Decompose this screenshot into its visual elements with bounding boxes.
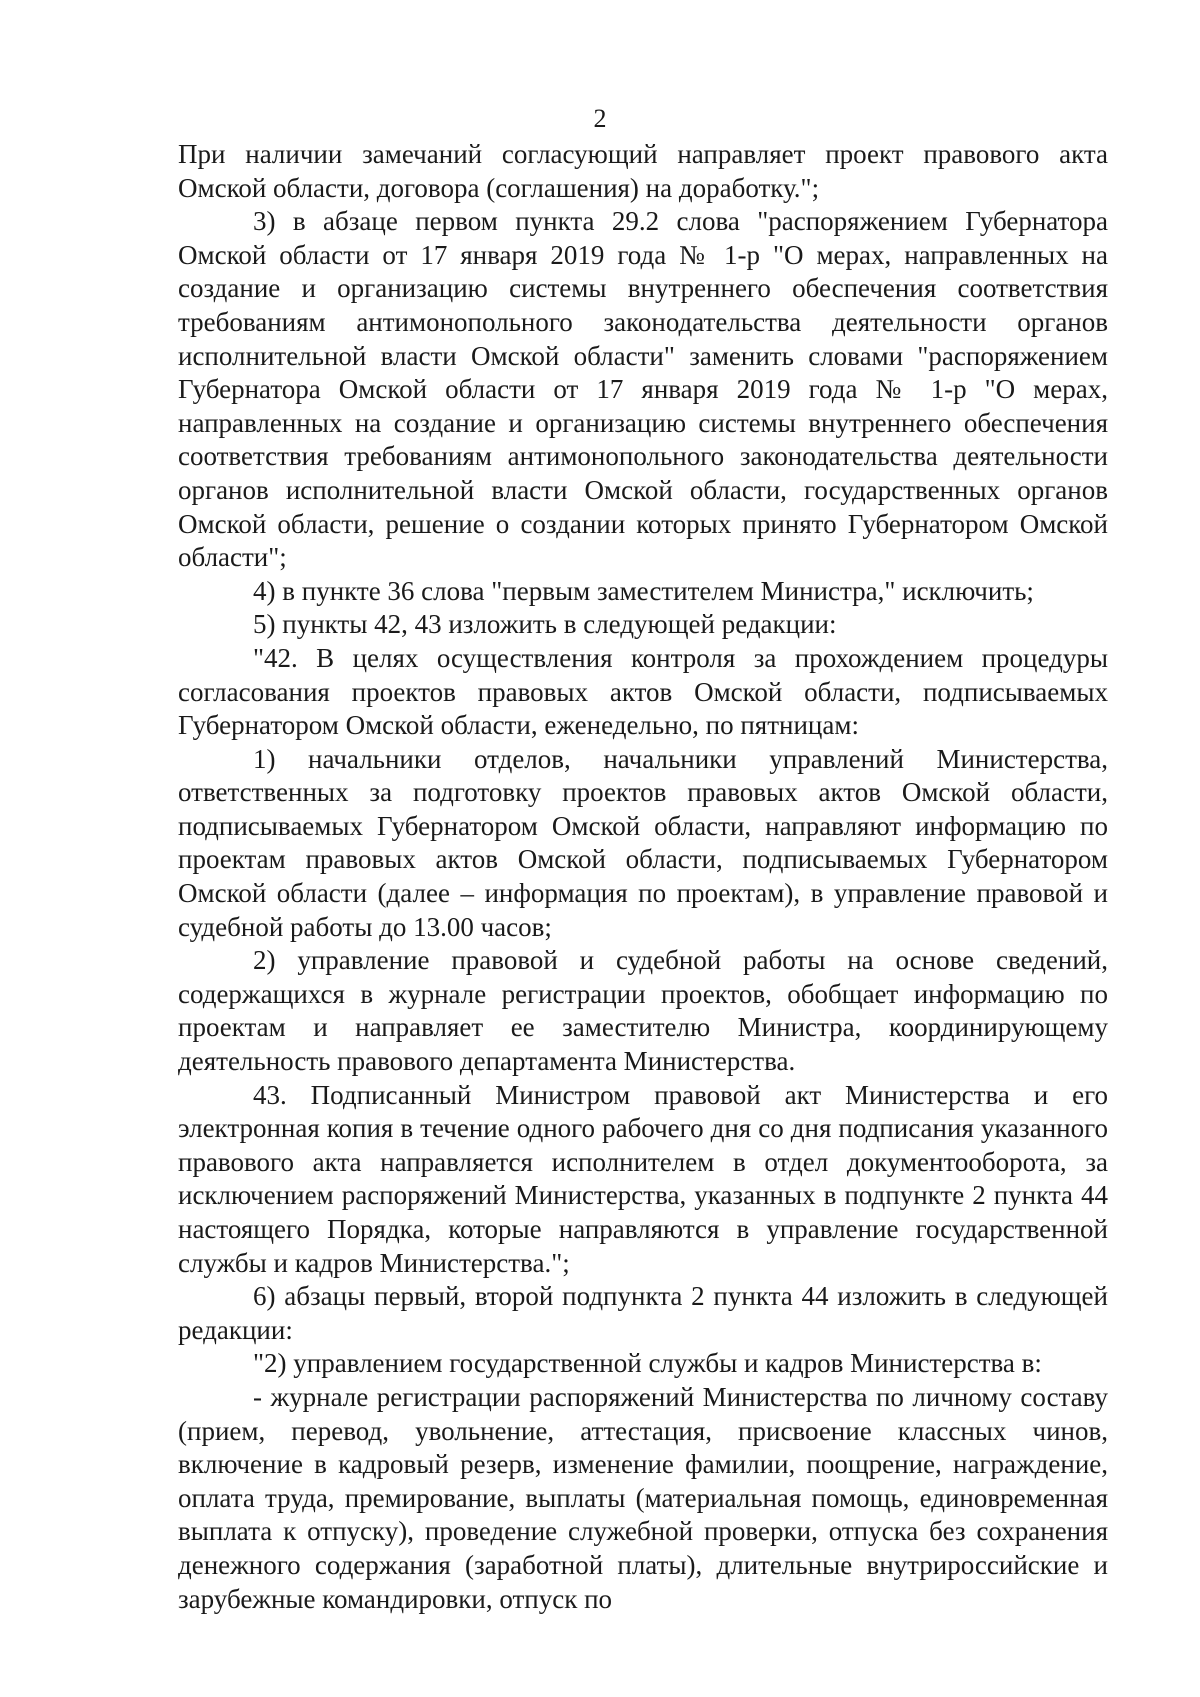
paragraph-item-6: 6) абзацы первый, второй подпункта 2 пункта 44 изложить в следующей редакции: <box>178 1281 1108 1345</box>
paragraph-continuation: При наличии замечаний согласующий направляет проект правового акта Омской области, договора (соглашения) на доработку."; <box>178 139 1108 203</box>
paragraph-clause-43: 43. Подписанный Министром правовой акт Министерства и его электронная копия в течение одного рабочего дня со дня подписания указанного правового акта направляется исполнителем в отдел документооборота, за исключением распоряжений Министерства, указанных в подпункте 2 пункта 44 настоящего Порядка, которые направляются в управление государственной службы и кадров Министерства."; <box>178 1079 1108 1278</box>
paragraph-item-4: 4) в пункте 36 слова "первым заместителем Министра," исключить; <box>253 575 1034 606</box>
paragraph-clause-42: "42. В целях осуществления контроля за прохождением процедуры согласования проектов правовых актов Омской области, подписываемых Губернатором Омской области, еженедельно, по пятницам: <box>178 642 1108 741</box>
paragraph-clause-42-sub-2: 2) управление правовой и судебной работы на основе сведений, содержащихся в журнале регистрации проектов, обобщает информацию по проектам и направляет ее заместителю Министра, координирующему деятельность правового департамента Министерства. <box>178 945 1108 1077</box>
document-body <box>178 138 1108 1616</box>
paragraph-personnel-journal: - журнале регистрации распоряжений Министерства по личному составу (прием, перевод, увольнение, аттестация, присвоение классных чинов, включение в кадровый резерв, изменение фамилии, поощрение, награждение, оплата труда, премирование, выплаты (материальная помощь, единовременная выплата к отпуску), проведение служебной проверки, отпуска без сохранения денежного содержания (заработной платы), длительные внутрироссийские и зарубежные командировки, отпуск по <box>178 1381 1108 1614</box>
paragraph-subclause-2: "2) управлением государственной службы и кадров Министерства в: <box>253 1348 1042 1379</box>
page-number: 2 <box>593 104 607 133</box>
paragraph-item-3: 3) в абзаце первом пункта 29.2 слова "распоряжением Губернатора Омской области от 17 января 2019 года № 1-р "О мерах, направленных на создание и организацию системы внутреннего обеспечения соответствия требованиям антимонопольного законодательства деятельности органов исполнительной власти Омской области" заменить словами "распоряжением Губернатора Омской области от 17 января 2019 года № 1-р "О мерах, направленных на создание и организацию системы внутреннего обеспечения соответствия требованиям антимонопольного законодательства деятельности органов исполнительной власти Омской области, государственных органов Омской области, решение о создании которых принято Губернатором Омской области"; <box>178 206 1108 573</box>
paragraph-item-5: 5) пункты 42, 43 изложить в следующей редакции: <box>253 609 837 640</box>
paragraph-clause-42-sub-1: 1) начальники отделов, начальники управлений Министерства, ответственных за подготовку проектов правовых актов Омской области, подписываемых Губернатором Омской области, направляют информацию по проектам правовых актов Омской области, подписываемых Губернатором Омской области (далее – информация по проектам), в управление правовой и судебной работы до 13.00 часов; <box>178 743 1108 942</box>
